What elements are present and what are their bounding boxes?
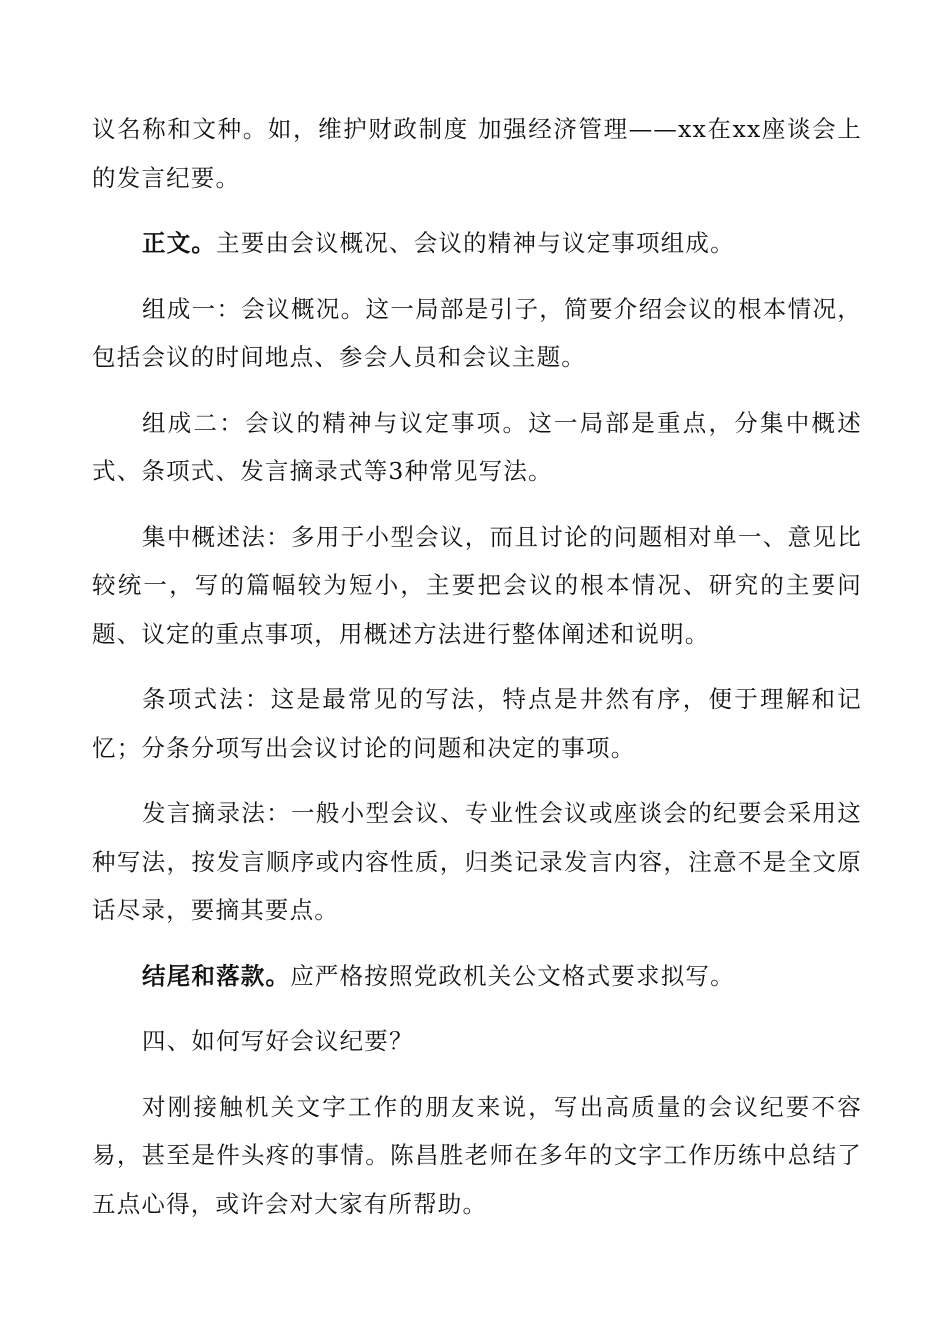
document-body <box>92 105 862 1228</box>
bold-label-ending: 结尾和落款。 <box>142 961 291 990</box>
paragraph-excerpt-method: 发言摘录法：一般小型会议、专业性会议或座谈会的纪要会采用这种写法，按发言顺序或内容性质，归类记录发言内容，注意不是全文原话尽录，要摘其要点。 <box>92 799 862 924</box>
paragraph-body-text: 主要由会议概况、会议的精神与议定事项组成。 <box>216 229 735 257</box>
paragraph-meeting-title-example: 议名称和文种。如，维护财政制度 加强经济管理——xx在xx座谈会上的发言纪要。 <box>92 115 862 192</box>
section-heading-four: 四、如何写好会议纪要？ <box>142 1027 414 1055</box>
bold-label-body: 正文。 <box>142 229 217 257</box>
paragraph-ending-text: 应严格按照党政机关公文格式要求拟写。 <box>290 961 735 990</box>
paragraph-component-two: 组成二：会议的精神与议定事项。这一局部是重点，分集中概述式、条项式、发言摘录式等3种常见写法。 <box>92 408 862 485</box>
paragraph-component-one: 组成一：会议概况。这一局部是引子，简要介绍会议的根本情况，包括会议的时间地点、参会人员和会议主题。 <box>92 294 862 371</box>
paragraph-body-section <box>92 219 862 268</box>
paragraph-ending-section <box>92 952 862 1001</box>
paragraph-writing-tips-intro: 对刚接触机关文字工作的朋友来说，写出高质量的会议纪要不容易，甚至是件头疼的事情。陈昌胜老师在多年的文字工作历练中总结了五点心得，或许会对大家有所帮助。 <box>92 1092 862 1218</box>
paragraph-itemized-method: 条项式法：这是最常见的写法，特点是井然有序，便于理解和记忆；分条分项写出会议讨论的问题和决定的事项。 <box>92 685 862 762</box>
paragraph-summary-method: 集中概述法：多用于小型会议，而且讨论的问题相对单一、意见比较统一，写的篇幅较为短小，主要把会议的根本情况、研究的主要问题、议定的重点事项，用概述方法进行整体阐述和说明。 <box>92 522 862 648</box>
